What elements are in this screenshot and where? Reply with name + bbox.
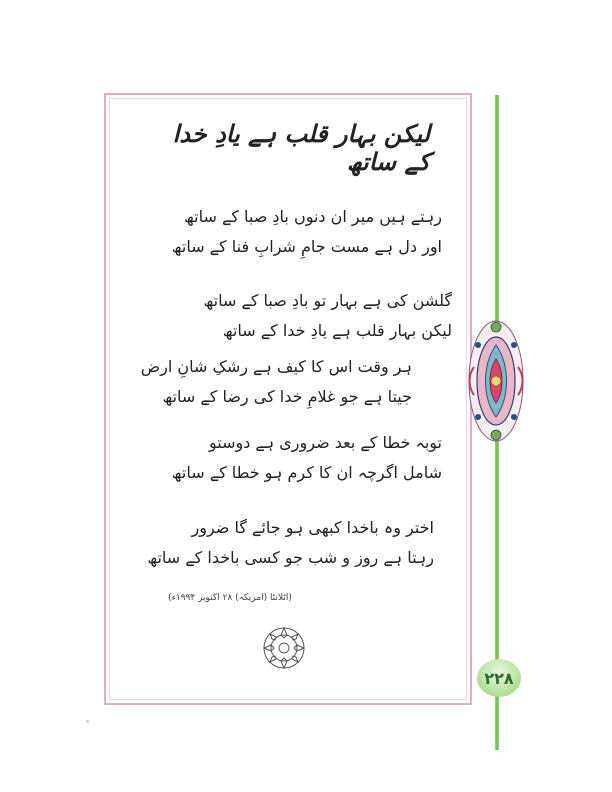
stanza-1 bbox=[142, 202, 442, 262]
rosette-icon bbox=[261, 625, 307, 671]
verse-line: لیکن بہار قلب ہے یادِ خدا کے ساتھ bbox=[222, 321, 452, 340]
page-number: ۲۲۸ bbox=[477, 659, 521, 697]
floral-medallion-icon bbox=[466, 315, 526, 447]
verse-line: اور دل ہے مست جامِ شرابِ فنا کے ساتھ bbox=[171, 237, 442, 256]
stanza-5 bbox=[134, 513, 434, 573]
verse-line: ہر وقت اس کا کیف ہے رشکِ شانِ ارض bbox=[140, 357, 412, 376]
verse-line: اختر وہ باخدا کبھی ہو جائے گا ضرور bbox=[191, 518, 434, 537]
stanza-3 bbox=[112, 352, 412, 412]
page-title: لیکن بہار قلب ہے یادِ خدا کے ساتھ bbox=[172, 120, 430, 176]
verse-line: توبہ خطا کے بعد ضروری ہے دوستو bbox=[208, 433, 442, 452]
verse-line: رہتے ہیں میر ان دنوں بادِ صبا کے ساتھ bbox=[184, 207, 442, 226]
verse-line: جیتا ہے جو غلامِ خدا کی رضا کے ساتھ bbox=[162, 387, 412, 406]
verse-line: رہتا ہے روز و شب جو کسی باخدا کے ساتھ bbox=[147, 548, 434, 567]
decorative-dot bbox=[86, 720, 89, 723]
stanza-2 bbox=[152, 286, 452, 346]
stanza-4 bbox=[142, 428, 442, 488]
verse-line: گلشن کی ہے بہار تو بادِ صبا کے ساتھ bbox=[203, 291, 452, 310]
attribution: (اٹلانٹا (امریکہ) ۲۸ اکتوبر ۱۹۹۴ء) bbox=[168, 593, 292, 603]
verse-line: شامل اگرچہ ان کا کرم ہو خطا کے ساتھ bbox=[171, 463, 442, 482]
